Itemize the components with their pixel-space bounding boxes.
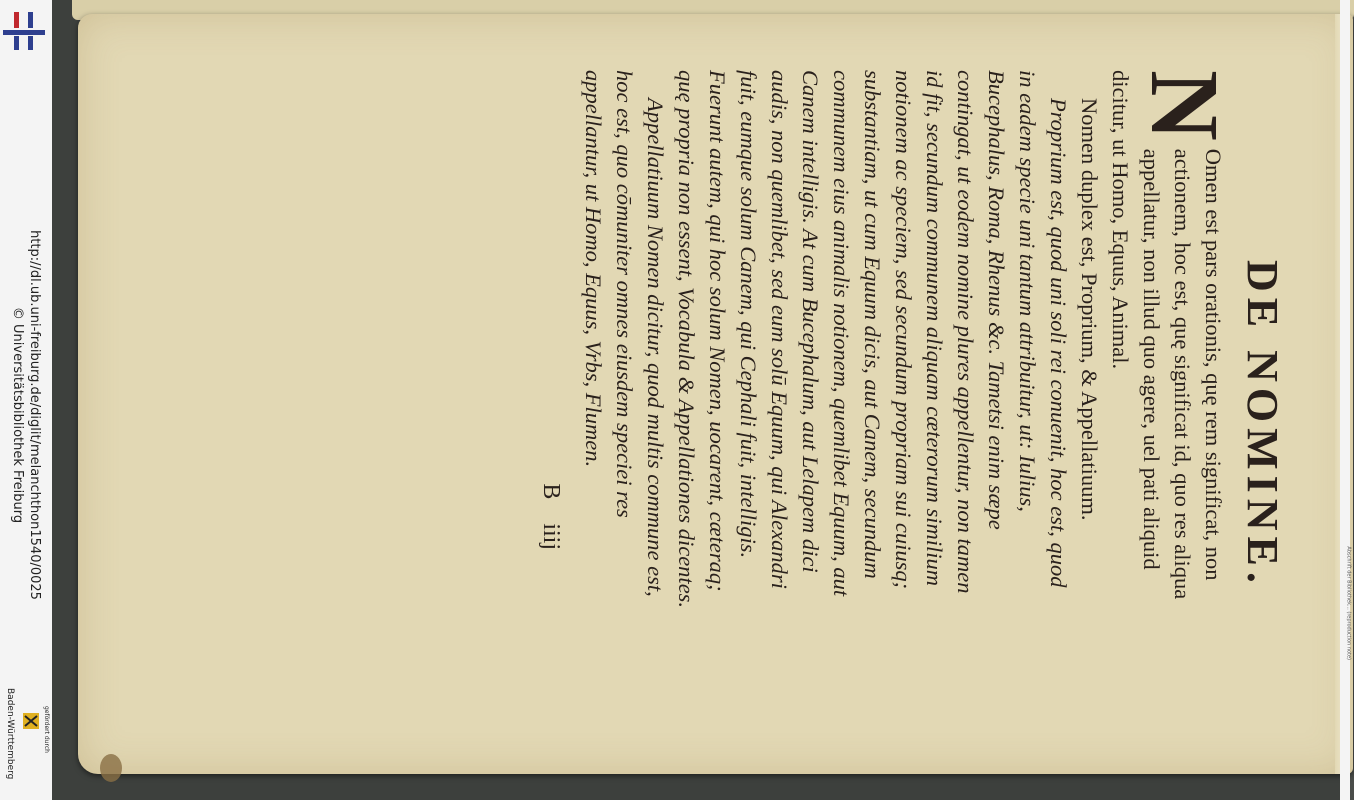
source-url-text[interactable]: [9, 230, 43, 600]
paragraph-duplex: Nomen duplex est, Proprium, & Appellatiuum.: [1077, 98, 1102, 521]
copyright-text: © Universitätsbibliothek Freiburg: [10, 306, 25, 524]
right-strip: [1340, 0, 1350, 800]
paragraph-appellatiuum: Appellatiuum Nomen dicitur, quod multis commune est, hoc est, quo cōmuniter omnes eiusdem speciei res appellantur, ut Homo, Equus, Vrbs, Flumen.: [581, 70, 668, 597]
signature-mark: [537, 70, 564, 610]
sponsor-line1: gefördert durch: [43, 706, 50, 753]
sponsor-line2: Baden-Württemberg: [5, 688, 15, 780]
library-logo: [3, 8, 45, 52]
drop-cap: N: [1130, 70, 1238, 141]
left-sidebar: [0, 0, 52, 800]
page-heading: DE NOMINE.: [1238, 260, 1287, 589]
reproduction-note: Abschrift der Bibliothek... (reproduction note): [1346, 546, 1352, 660]
crest-icon: [20, 710, 42, 732]
signature-letter: B: [538, 483, 564, 500]
paragraph-proprium: Proprium est, quod uni soli rei conuenit, hoc est, quod in eadem specie uni tantum attribuitur, ut: Iulius, Bucephalus, Roma, Rhenus &c. Tametsi enim sæpe contingat, ut eodem nomine plures appellentur, non tamen id fit, secundum communem aliquam cæterorum similium notionem ac speciem, sed secundum propriam sui cuiusq; substantiam, ut cum Equum dicis, aut Canem, secundum communem eius animalis notionem, quemlibet Equum, aut Canem intelligis. At cum Bucephalum, aut Lelapem dici audis, non quemlibet, sed eum solū Equum, qui Alexandri fuit, eumque solum Canem, qui Cephali fuit, intelligis. Fuerunt autem, qui hoc solum Nomen, uocarent, cæteraq; quę propria non essent, Vocabula & Appellationes dicentes.: [674, 70, 1071, 609]
sponsor-block: [0, 688, 52, 800]
page-stain: [100, 754, 122, 782]
signature-number: iiij: [538, 523, 564, 550]
book-viewer: [52, 0, 1350, 800]
paragraph-definition-text: Omen est pars orationis, quę rem significat, non actionem, hoc est, quę significat id, quo res aliqua appellatur, non illud quo agere, uel pati aliquid dicitur, ut Homo, Equus, Animal.: [1108, 70, 1226, 600]
paragraph-definition: [1105, 70, 1238, 610]
page-text: [287, 70, 1287, 610]
source-url[interactable]: http://dl.ub.uni-freiburg.de/diglit/melanchthon1540/0025: [27, 230, 42, 600]
